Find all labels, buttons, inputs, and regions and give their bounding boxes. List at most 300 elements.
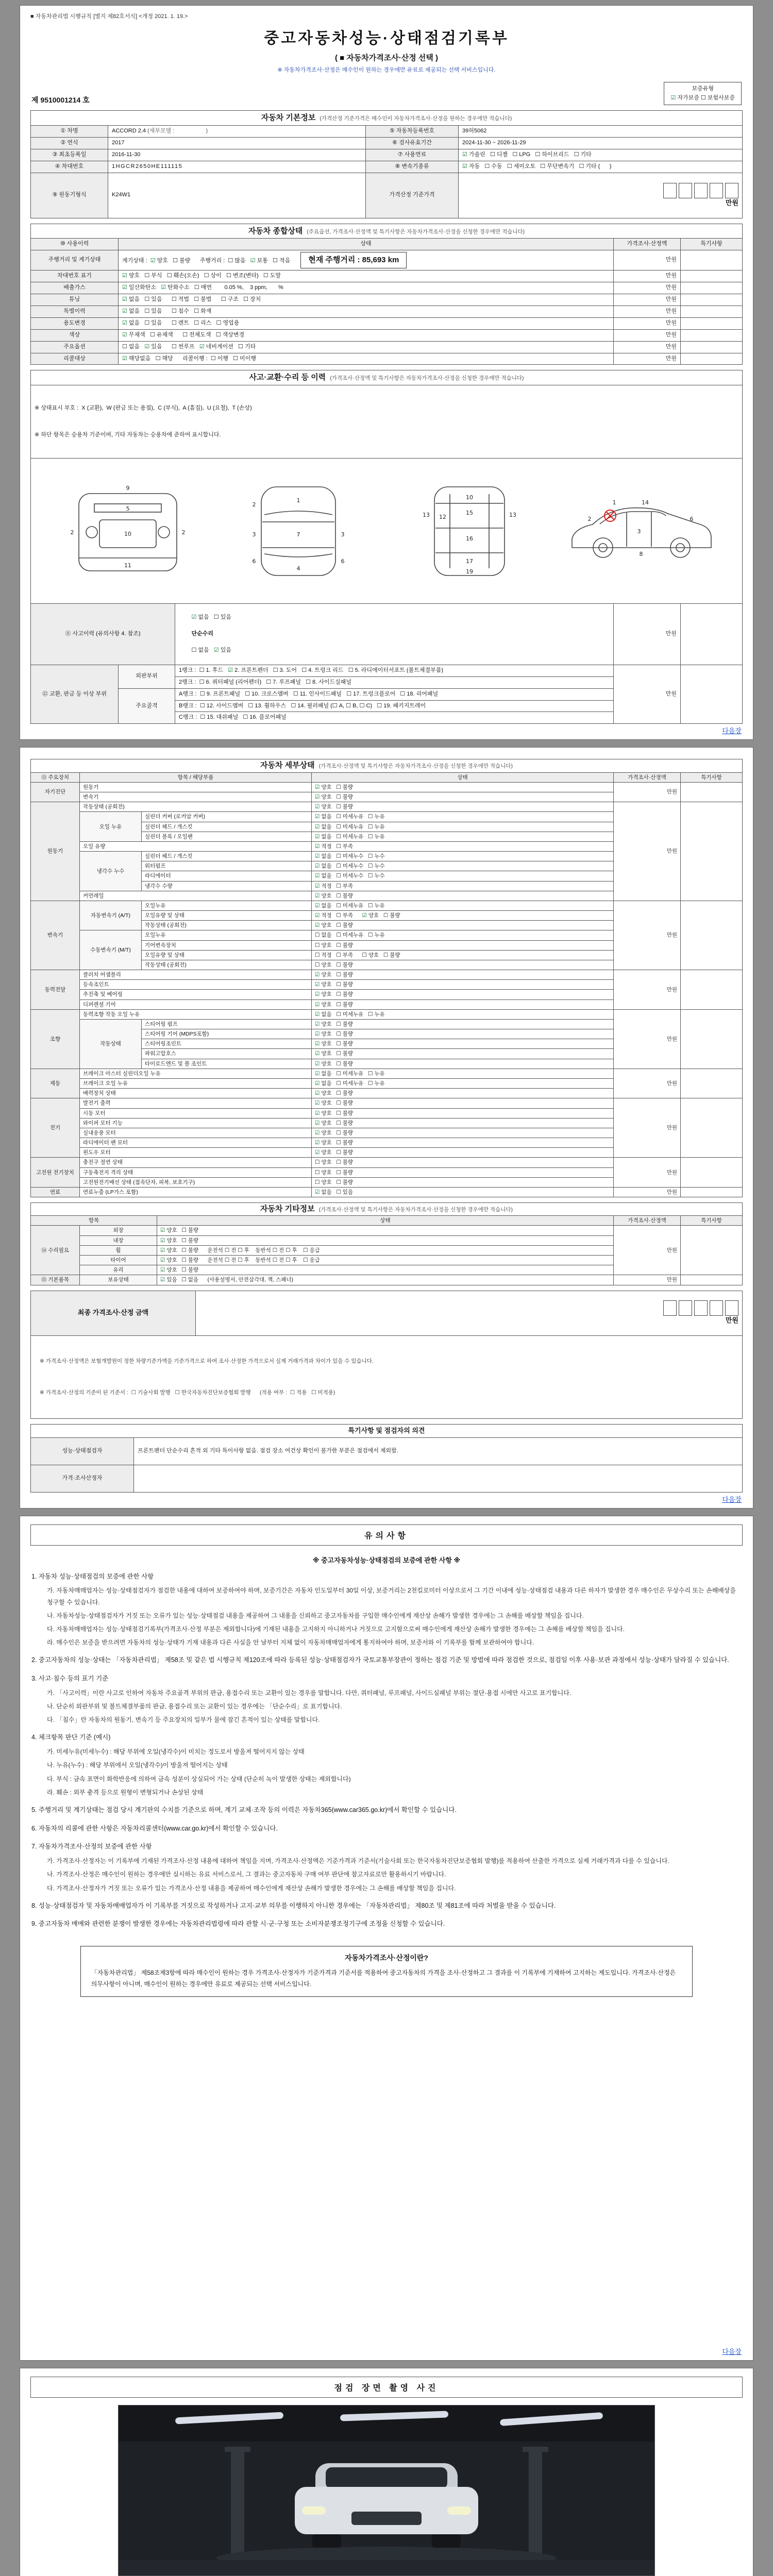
note-cell (681, 1226, 743, 1275)
svg-text:8: 8 (639, 551, 643, 558)
next-page-link[interactable]: 다음장 (722, 1495, 742, 1503)
svg-text:19: 19 (465, 568, 473, 575)
state-cell: ☐ 양호 ☐ 불량 (312, 960, 614, 970)
item-cell: 실린더 블록 / 오일팬 (142, 832, 312, 841)
state-cell: ☑ 양호 ☐ 불량 (312, 891, 614, 901)
price-appraisal-info-box (80, 1946, 693, 1996)
notice-item: 다. 가격조사·산정자가 거짓 또는 오류가 있는 가격조사·산정 내용을 제공하여 매수인에게 재산상 손해가 발생한 경우에는 그 손해를 배상할 책임을 집니다. (47, 1884, 456, 1892)
price-cell: 만원 (614, 353, 681, 365)
item-cell: 보유상태 (80, 1275, 157, 1285)
state-cell: ☑ 양호 ☐ 불량 (312, 990, 614, 999)
row-label: 가격·조사산정자 (31, 1465, 134, 1492)
note-cell (681, 294, 743, 306)
notice-item: 7. 자동차가격조사·산정의 보증에 관한 사항 (31, 1843, 152, 1851)
state-cell: ☑ 양호 ☐ 불량 (312, 792, 614, 802)
state-cell: ☑ 없음 ☐ 있음 ☐ 적법 ☐ 불법 ☐ 구조 ☐ 장치 (119, 294, 614, 306)
row-label: 주행거리 및 계기상태 (31, 250, 119, 270)
state-cell (119, 250, 614, 270)
column-header: 상태 (119, 239, 614, 250)
document-number: 제 9510001214 호 (31, 96, 90, 105)
price-cell: 만원 (614, 1187, 681, 1197)
diagram-basis-legend: ※ 하단 항목은 승용차 기준이며, 기타 자동차는 승용차에 준하여 표시합니다. (35, 431, 221, 438)
state-cell: ☑ 없음 ☐ 미세누수 ☐ 누수 (312, 871, 614, 881)
item-cell: 외장 (80, 1226, 157, 1235)
row-label: ⑤ 자동차등록번호 (366, 125, 459, 137)
column-header: 특기사항 (681, 1216, 743, 1226)
notice-item: 가. 「사고이력」이란 사고로 인하여 자동차 주요골격 부위의 판금, 용접수리 또는 교환이 있는 경우를 말합니다. 다만, 쿼터패널, 루프패널, 사이드실패널 부위는 절단·용접 시에만 사고로 표기합니다. (47, 1689, 572, 1697)
device-label: 연료 (31, 1187, 80, 1197)
state-cell: ☑ 없음 ☐ 미세누유 ☐ 누유 (312, 1078, 614, 1088)
state-cell: ☑ 양호 ☐ 부식 ☐ 훼손(오손) ☐ 상이 ☐ 변조(변타) ☐ 도말 (119, 270, 614, 282)
item-cell: 내장 (80, 1235, 157, 1245)
note-cell (681, 802, 743, 901)
column-header: 특기사항 (681, 239, 743, 250)
price-cell: 만원 (614, 250, 681, 270)
price-cell: 만원 (614, 970, 681, 1010)
section-note-text: (가격조사·산정액 및 특기사항은 자동차가격조사·산정을 신청한 경우에만 적습니다) (318, 1207, 513, 1213)
item-cell: 워터펌프 (142, 861, 312, 871)
row-label: ⑪ 사고이력 (유의사항 4. 참조) (31, 604, 175, 665)
state-cell: ☑ 없음 ☐ 있음 ☐ 렌트 ☐ 리스 ☐ 영업용 (119, 317, 614, 329)
svg-text:5: 5 (126, 505, 130, 513)
state-cell: ☑ 양호 ☐ 불량 (312, 1039, 614, 1049)
note-cell (681, 329, 743, 341)
item-cell: 작동상태 (공회전) (80, 802, 312, 812)
item-cell: 구동축전지 격리 상태 (80, 1167, 312, 1177)
state-cell: ☑ 양호 ☐ 불량 (312, 1089, 614, 1098)
item-cell: 파워고압호스 (142, 1049, 312, 1059)
column-header: ⑬ 주요장치 (31, 772, 80, 782)
item-cell: 오일누유 (142, 901, 312, 910)
item-cell: 등속조인트 (80, 980, 312, 990)
notice-item: 다. 자동차매매업자는 성능·상태점검기록부(가격조사·산정 부분은 제외합니다)에 기재된 내용을 고지하지 아니하거나 거짓으로 고지함으로써 매수인에게 재산상 손해가 발생한 경우에는 그 손해를 배상할 책임을 집니다. (47, 1625, 625, 1633)
state-cell: ☑ 있음 ☐ 없음 (사용설명서, 안전삼각대, 잭, 스패너) (157, 1275, 614, 1285)
state-cell: ☑ 양호 ☐ 불량 (312, 980, 614, 990)
item-cell: 디퍼렌셜 기어 (80, 999, 312, 1009)
amount-digit-boxes (661, 1300, 738, 1316)
svg-text:6: 6 (690, 516, 694, 523)
note-cell (681, 1275, 743, 1285)
simple-repair-label: 단순수리 (191, 630, 213, 637)
state-cell: ☐ 양호 ☐ 불량 (312, 1177, 614, 1187)
state-cell: ☑ 양호 ☐ 불량 (312, 1138, 614, 1148)
column-header: 가격조사·산정액 (614, 239, 681, 250)
item-cell: 기어변속장치 (142, 940, 312, 950)
value-cell (108, 125, 366, 137)
amount-digit-boxes (661, 183, 738, 198)
note-cell (681, 282, 743, 294)
state-cell: ☑ 없음 ☐ 미세누유 ☐ 누유 (312, 1069, 614, 1078)
row-label: 튜닝 (31, 294, 119, 306)
section-title-text: 자동차 종합상태 (248, 226, 303, 235)
notice-item: 4. 체크항목 판단 기준 (예시) (31, 1734, 111, 1741)
column-header: 가격조사·산정액 (614, 1216, 681, 1226)
car-diagrams (35, 477, 738, 585)
row-label: ④ 차대번호 (31, 161, 108, 173)
device-label: 자기진단 (31, 782, 80, 802)
notice-item: 6. 자동차의 리콜에 관한 사항은 자동차리콜센터(www.car.go.kr)에서 확인할 수 있습니다. (31, 1824, 278, 1832)
state-cell: ☑ 없음 ☐ 미세누유 ☐ 누유 (312, 812, 614, 822)
item-cell: 타이로드엔드 및 볼 조인트 (142, 1059, 312, 1069)
final-price-notes (31, 1336, 743, 1418)
rank-items-cell: 1랭크 : ☐ 1. 후드 ☑ 2. 프론트펜더 ☐ 3. 도어 ☐ 4. 트렁크 리드 ☐ 5. 라디에이터서포트 (볼트체결부품) (175, 665, 614, 676)
value-cell: 2017 (108, 137, 366, 149)
price-cell: 만원 (613, 665, 680, 724)
price-cell: 만원 (614, 1275, 681, 1285)
notice-item: 가. 미세누유(미세누수) : 해당 부위에 오일(냉각수)이 비치는 정도로서 방울져 떨어지지 않는 상태 (47, 1748, 305, 1756)
rank-items-cell: 2랭크 : ☐ 6. 쿼터패널 (리어펜더) ☐ 7. 루프패널 ☐ 8. 사이드실패널 (175, 676, 614, 688)
item-cell: 휠 (80, 1245, 157, 1255)
car-diagram-underbody (392, 481, 547, 581)
item-cell: 와이퍼 모터 기능 (80, 1118, 312, 1128)
item-cell: 클러치 어셈블리 (80, 970, 312, 980)
form-reference: ■ 자동차관리법 시행규칙 [별지 제82호서식] <개정 2021. 1. 19.> (30, 13, 188, 20)
group-label: 외판부위 (119, 665, 175, 688)
note-cell (681, 306, 743, 317)
document-number-row (31, 82, 742, 105)
state-code-legend: ※ 상태표시 부호 : X (교환), W (판금 또는 용접), C (부식), A (흠집), U (요철), T (손상) (35, 405, 252, 412)
item-cell: 라디에이터 (142, 871, 312, 881)
section-note-text: (가격산정 기준가격은 매수인이 자동차가격조사·산정을 원하는 경우에만 적습니다) (320, 115, 512, 122)
inspection-photo-1 (118, 2405, 655, 2576)
note-cell (681, 970, 743, 1010)
svg-text:14: 14 (641, 499, 649, 506)
appraiser-opinion-text (134, 1465, 743, 1492)
item-cell: 스티어링 펌프 (142, 1019, 312, 1029)
note-cell (681, 317, 743, 329)
state-cell: ☑ 양호 ☐ 불량 (312, 802, 614, 812)
final-price-label: 최종 가격조사·산정 금액 (31, 1291, 196, 1336)
next-page-link[interactable]: 다음장 (722, 2347, 742, 2355)
accident-history-state: ☑ 없음 ☐ 있음 (191, 614, 231, 621)
section-title-basic (31, 111, 743, 126)
notice-item: 5. 주행거리 및 계기상태는 점검 당시 계기판의 수치를 기준으로 하며, 계기 교체·조작 등의 이력은 자동차365(www.car365.go.kr)에서 확인할 수 있습니다. (31, 1806, 457, 1814)
row-label: ⑫ 교환, 판금 등 이상 부위 (31, 665, 119, 724)
state-cell: ☑ 적정 ☐ 부족 (312, 881, 614, 891)
state-cell: ☐ 적정 ☐ 부족 ☐ 양호 ☐ 불량 (312, 950, 614, 960)
state-cell: ☑ 양호 ☐ 불량 (312, 1108, 614, 1118)
state-cell: ☑ 양호 ☐ 불량 (312, 970, 614, 980)
item-cell: 배력장치 상태 (80, 1089, 312, 1098)
photo-1-scene (119, 2405, 654, 2575)
device-label: 고전원 전기장치 (31, 1158, 80, 1188)
svg-text:2: 2 (181, 529, 186, 536)
svg-text:9: 9 (126, 485, 130, 492)
state-cell: ☑ 없음 ☐ 미세누수 ☐ 누수 (312, 861, 614, 871)
item-cell: 실린더 헤드 / 개스킷 (142, 852, 312, 861)
diagram-cell (31, 459, 743, 604)
state-cell: ☑ 양호 ☐ 불량 (312, 921, 614, 930)
row-label: 용도변경 (31, 317, 119, 329)
row-label: ⑦ 사용연료 (366, 149, 459, 161)
row-label: ③ 최초등록일 (31, 149, 108, 161)
document-subtitle-note: ※ 자동차가격조사·산정은 매수인이 원하는 경우에만 유료로 제공되는 선택 서비스입니다. (277, 67, 496, 73)
section-title-text: 자동차 기타정보 (260, 1205, 315, 1214)
svg-text:15: 15 (465, 510, 473, 517)
vin-value: 1HGCR2650HE111115 (108, 161, 366, 173)
svg-text:10: 10 (465, 494, 473, 501)
column-header: 항목 (31, 1216, 157, 1226)
note-cell (680, 665, 742, 724)
notice-item: 다. 부식 : 금속 표면이 화학반응에 의하여 금속 성분이 상실되어 가는 상태 (단순히 녹이 발생한 상태는 제외합니다) (47, 1775, 351, 1783)
photo-section-title: 점검 장면 촬영 사진 (30, 2377, 743, 2398)
svg-text:3: 3 (341, 531, 345, 538)
section-note-text: (가격조사·산정액 및 특기사항은 자동차가격조사·산정을 신청한 경우에만 적습니다) (330, 375, 524, 382)
svg-text:2: 2 (70, 529, 74, 536)
notice-item: 3. 사고·침수 등의 표기 기준 (31, 1675, 109, 1683)
item-cell: 라디에이터 팬 모터 (80, 1138, 312, 1148)
state-cell: ☑ 양호 ☐ 불량 (312, 999, 614, 1009)
row-label: ⑥ 검사유효기간 (366, 137, 459, 149)
item-cell: 발전기 출력 (80, 1098, 312, 1108)
state-cell: ☑ 없음 ☐ 미세누유 ☐ 누유 (312, 832, 614, 841)
notice-item: 9. 중고자동차 매매와 관련한 분쟁이 발생한 경우에는 자동차관리법령에 따라 관할 시·군·구청 또는 소비자분쟁조정기구에 조정을 신청할 수 있습니다. (31, 1920, 445, 1928)
price-appraisal-info-title: 자동차가격조사·산정이란? (345, 1954, 428, 1962)
item-cell: 오일 유량 (80, 841, 312, 851)
section-title-text: 사고·교환·수리 등 이력 (249, 373, 326, 382)
notice-item: 라. 매수인은 보증을 받으려면 자동차의 성능·상태가 기재 내용과 다른 사실을 안 날부터 지체 없이 자동차매매업자에게 통지하여야 하며, 보증서와 이 기록부를 함께 보관하여야 합니다. (47, 1639, 534, 1647)
item-cell: 브레이크 오일 누유 (80, 1078, 312, 1088)
state-cell: ☑ 양호 ☐ 불량 (157, 1265, 614, 1275)
row-label: 성능·상태점검자 (31, 1437, 134, 1465)
legend-cell (31, 385, 743, 459)
price-cell: 만원 (614, 306, 681, 317)
item-cell: 작동상태 (공회전) (142, 960, 312, 970)
row-label: ① 차명 (31, 125, 108, 137)
item-cell: 실린더 커버 (로커암 커버) (142, 812, 312, 822)
item-cell: 추진축 및 베어링 (80, 990, 312, 999)
section-note-text: (주요옵션, 가격조사·산정액 및 특기사항은 자동차가격조사·산정을 신청한 경우에만 적습니다) (307, 228, 525, 235)
device-label: 동력전달 (31, 970, 80, 1010)
notice-title: 유의사항 (30, 1524, 743, 1546)
price-cell: 만원 (614, 782, 681, 802)
svg-text:4: 4 (296, 565, 300, 572)
rank-items-cell: C랭크 : ☐ 15. 대쉬패널 ☐ 16. 플로어패널 (175, 712, 614, 724)
row-label: ⑧ 변속기종류 (366, 161, 459, 173)
item-cell: 브레이크 마스터 실린더오일 누유 (80, 1069, 312, 1078)
state-cell: ☑ 없음 ☐ 있음 ☐ 침수 ☐ 화재 (119, 306, 614, 317)
opinion-table (30, 1424, 743, 1493)
svg-text:11: 11 (124, 562, 132, 569)
notice-item: 나. 단순히 외판부위 및 볼트체결부품의 판금, 용접수리 또는 교환이 있는 경우에는 「단순수리」로 표기합니다. (47, 1703, 342, 1710)
value-cell: 2024-11-30 ~ 2026-11-29 (459, 137, 743, 149)
price-cell: 만원 (614, 1098, 681, 1158)
state-cell: ☑ 적정 ☐ 부족 (312, 841, 614, 851)
state-cell: ☐ 양호 ☐ 불량 (312, 940, 614, 950)
state-cell: ☑ 양호 ☐ 불량 운전석 ☐ 전 ☐ 후 동반석 ☐ 전 ☐ 후 ☐ 응급 (157, 1245, 614, 1255)
car-name: ACCORD 2.4 (112, 127, 146, 134)
section-note-text: (가격조사·산정액 및 특기사항은 자동차가격조사·산정을 신청한 경우에만 적습니다) (318, 763, 513, 770)
section-title-opinion (31, 1424, 743, 1437)
etc-info-table (30, 1202, 743, 1285)
warranty-type-value: ☑ 자가보증 ☐ 보험사보증 (670, 94, 735, 101)
state-cell: ☑ 일산화탄소 ☑ 탄화수소 ☐ 매연 0.05 %, 3 ppm, % (119, 282, 614, 294)
device-label: 변속기 (31, 901, 80, 970)
item-cell: 동력조향 작동 오일 누유 (80, 1009, 312, 1019)
svg-text:3: 3 (252, 531, 256, 538)
state-cell: ☑ 해당없음 ☐ 해당 리콜이행 : ☐ 이행 ☐ 미이행 (119, 353, 614, 365)
item-cell: 원동기 (80, 782, 312, 792)
svg-text:1: 1 (612, 499, 616, 506)
row-label: ② 연식 (31, 137, 108, 149)
car-diagram-front-section (51, 481, 205, 581)
price-cell: 만원 (614, 1009, 681, 1069)
notice-item: 가. 자동차매매업자는 성능·상태점검자가 점검한 내용에 대하여 보증하여야 하며, 보증기간은 자동차 인도일부터 30일 이상, 보증거리는 2천킬로미터 이상으로서 그 기간 이내에 성능·상태점검 내용과 다른 하자가 발생한 경우 매수인은 무상수리 또는 손해배상을 청구할 수 있습니다. (47, 1587, 736, 1606)
state-cell: ☑ 없음 ☐ 있음 (312, 1187, 614, 1197)
state-cell: ☑ 양호 ☐ 불량 (312, 1049, 614, 1059)
item-cell: 냉각수 수량 (142, 881, 312, 891)
item-cell: 고전원전기배선 상태 (접속단자, 피복, 보호기구) (80, 1177, 312, 1187)
state-cell: ☑ 양호 ☐ 불량 (312, 1019, 614, 1029)
row-label: 배출가스 (31, 282, 119, 294)
state-cell (175, 604, 614, 665)
note-cell (681, 1069, 743, 1098)
document-subtitle: ( ■ 자동차가격조사·산정 선택 ) (334, 54, 439, 62)
svg-text:3: 3 (637, 528, 641, 535)
state-cell: ☐ 없음 ☐ 미세누유 ☐ 누유 (312, 930, 614, 940)
item-cell: 충전구 절연 상태 (80, 1158, 312, 1167)
state-cell: ☑ 없음 ☐ 미세누수 ☐ 누수 (312, 852, 614, 861)
item-cell: 타이어 (80, 1255, 157, 1265)
svg-text:10: 10 (124, 531, 132, 538)
item-cell: 변속기 (80, 792, 312, 802)
state-cell: ☐ 없음 ☑ 있음 ☐ 썬루프 ☑ 네비게이션 ☐ 기타 (119, 341, 614, 353)
warranty-type-label: 보증유형 (692, 86, 714, 92)
svg-text:6: 6 (341, 558, 345, 565)
svg-text:1: 1 (296, 497, 300, 504)
item-cell: 윈도우 모터 (80, 1148, 312, 1158)
final-price-table (30, 1291, 743, 1419)
sub-group-label: 냉각수 누수 (80, 852, 142, 891)
row-label: 색상 (31, 329, 119, 341)
value-cell: K24W1 (108, 173, 366, 218)
state-cell: ☐ 양호 ☐ 불량 (312, 1158, 614, 1167)
svg-text:16: 16 (465, 535, 473, 543)
row-label: 특별이력 (31, 306, 119, 317)
inspector-opinion-text: 프론트펜더 단순수리 흔적 외 기타 특이사항 없음. 점검 장소 여건상 확인이 불가한 부분은 점검에서 제외함. (134, 1437, 743, 1465)
notice-item: 나. 자동차성능·상태점검자가 거짓 또는 오류가 있는 성능·상태점검 내용을 제공하여 그 내용을 신뢰하고 중고자동차를 구입한 매수인에게 재산상 손해가 발생한 경우에는 그 손해를 배상할 책임을 집니다. (47, 1612, 584, 1619)
state-cell: ☑ 양호 ☐ 불량 (157, 1226, 614, 1235)
price-cell: 만원 (614, 282, 681, 294)
device-label: 전기 (31, 1098, 80, 1158)
item-cell: 스티어링 기어 (MDPS포함) (142, 1029, 312, 1039)
car-diagram-top-view (221, 481, 376, 581)
page-1 (20, 5, 753, 740)
notice-item: 라. 훼손 : 외부 충격 등으로 원형이 변형되거나 손상된 상태 (47, 1788, 204, 1796)
item-cell: 실내송풍 모터 (80, 1128, 312, 1138)
price-cell: 만원 (614, 270, 681, 282)
section-title-text: 자동차 세부상태 (260, 761, 315, 770)
section-title-accident (31, 370, 743, 385)
final-price-note-1: ※ 가격조사·산정액은 보험개발원이 정한 차량기준가액을 기준가격으로 하여 조사·산정한 가격으로서 실제 거래가격과 차이가 있을 수 있습니다. (40, 1358, 374, 1365)
simple-repair-state: ☐ 없음 ☑ 있음 (191, 647, 231, 653)
state-cell: ☑ 없음 ☐ 미세누유 ☐ 누유 (312, 1009, 614, 1019)
section-title-text: 자동차 기본정보 (261, 113, 316, 123)
sub-group-label: 수동변속기 (M/T) (80, 930, 142, 970)
note-cell (681, 1009, 743, 1069)
column-header: 가격조사·산정액 (614, 772, 681, 782)
svg-text:2: 2 (587, 516, 592, 523)
overall-status-table (30, 224, 743, 365)
section-title-text: 특기사항 및 점검자의 의견 (348, 1426, 425, 1434)
svg-text:2: 2 (252, 501, 256, 509)
state-cell: ☑ 양호 ☐ 불량 (312, 1128, 614, 1138)
row-label: ⑨ 원동기형식 (31, 173, 108, 218)
group-label: ⑮ 기본품목 (31, 1275, 80, 1285)
item-cell: 오일누유 (142, 930, 312, 940)
row-label: 리콜대상 (31, 353, 119, 365)
car-diagram-side-view (563, 481, 722, 581)
state-cell: ☑ 양호 ☐ 불량 (312, 1059, 614, 1069)
column-header: 상태 (312, 772, 614, 782)
price-cell: 만원 (614, 329, 681, 341)
note-cell (681, 341, 743, 353)
notice-item: 2. 중고자동차의 성능·상태는 「자동차관리법」 제58조 및 같은 법 시행규칙 제120조에 따라 등록된 성능·상태점검자가 국토교통부장관이 정하는 점검 기준 및 방법에 따라 점검한 것으로, 점검일 이후 사용·보관 과정에서 성능·상태가 달라질 수 있습니다. (31, 1656, 729, 1664)
price-appraisal-info-body: 「자동차관리법」 제58조제3항에 따라 매수인이 원하는 경우 가격조사·산정자가 기준가격과 기준서를 적용하여 중고자동차의 가격을 조사·산정하고 그 결과를 이 기록부에 기재하여 고지하는 제도입니다. 가격조사·산정은 의무사항이 아니며, 매수인이 원하는 경우에만 유료로 제공되는 선택 서비스입니다. (91, 1969, 676, 1988)
row-label: 주요옵션 (31, 341, 119, 353)
state-cell: ☐ 양호 ☐ 불량 (312, 1167, 614, 1177)
state-cell: ☑ 양호 ☐ 불량 (312, 1098, 614, 1108)
base-price-cell (459, 173, 743, 218)
item-cell: 시동 모터 (80, 1108, 312, 1118)
notice-item: 다. 「침수」란 자동차의 원동기, 변속기 등 주요장치의 일부가 물에 잠긴 흔적이 있는 상태를 말합니다. (47, 1716, 320, 1724)
price-cell: 만원 (614, 1158, 681, 1188)
item-cell: 오일유량 및 상태 (142, 950, 312, 960)
item-cell: 오일유량 및 상태 (142, 911, 312, 921)
page-3 (20, 1516, 753, 2361)
device-label: 조향 (31, 1009, 80, 1069)
price-cell: 만원 (614, 1069, 681, 1098)
state-options: 계기상태 : ☑ 양호 ☐ 불량 주행거리 : ☐ 많음 ☑ 보통 ☐ 적음 (122, 258, 291, 264)
price-cell: 만원 (613, 604, 680, 665)
note-cell (681, 1098, 743, 1158)
amount-unit: 만원 (725, 198, 738, 207)
note-cell (681, 782, 743, 802)
state-cell: ☑ 양호 ☐ 불량 운전석 ☐ 전 ☐ 후 동반석 ☐ 전 ☐ 후 ☐ 응급 (157, 1255, 614, 1265)
state-cell: ☑ 양호 ☐ 불량 (312, 782, 614, 792)
device-label: 원동기 (31, 802, 80, 901)
value-cell: ☑ 자동 ☐ 수동 ☐ 세미오토 ☐ 무단변속기 ☐ 기타 ( ) (459, 161, 743, 173)
group-label: ⑭ 수리필요 (31, 1226, 80, 1275)
group-label: 주요골격 (119, 688, 175, 724)
price-cell: 만원 (614, 802, 681, 901)
rank-items-cell: A랭크 : ☐ 9. 프론트패널 ☐ 10. 크로스멤버 ☐ 11. 인사이드패널 ☐ 17. 트렁크플로어 ☐ 18. 리어패널 (175, 688, 614, 700)
next-page-link[interactable]: 다음장 (722, 727, 742, 735)
row-label: 가격산정 기준가격 (366, 173, 459, 218)
sub-group-label: 자동변속기 (A/T) (80, 901, 142, 930)
svg-text:6: 6 (252, 558, 256, 565)
odometer-box: 현재 주행거리 : 85,693 km (300, 252, 407, 268)
note-cell (681, 1187, 743, 1197)
column-header: 상태 (157, 1216, 614, 1226)
state-cell: ☑ 양호 ☐ 불량 (312, 1029, 614, 1039)
page-2 (20, 747, 753, 1508)
column-header: 특기사항 (681, 772, 743, 782)
detail-status-table (30, 759, 743, 1197)
svg-text:13: 13 (422, 512, 430, 519)
item-cell: 연료누출 (LP가스 포함) (80, 1187, 312, 1197)
value-cell: 39허5062 (459, 125, 743, 137)
notice-item: 나. 누유(누수) : 해당 부위에서 오일(냉각수)이 방울져 떨어지는 상태 (47, 1761, 228, 1769)
state-cell: ☑ 적정 ☐ 부족 ☑ 양호 ☐ 불량 (312, 911, 614, 921)
sub-group-label: 작동상태 (80, 1019, 142, 1069)
svg-text:12: 12 (439, 514, 446, 521)
note-cell (681, 270, 743, 282)
price-cell: 만원 (614, 341, 681, 353)
state-cell: ☑ 양호 ☐ 불량 (312, 1118, 614, 1128)
final-price-note-2: ※ 가격조사·산정의 기준이 된 기준서 : ☐ 기술사회 발행 ☐ 한국자동차진단보증협회 발행 (적용 여부 : ☐ 적용 ☐ 미적용) (40, 1389, 335, 1396)
amount-unit: 만원 (725, 1316, 738, 1325)
